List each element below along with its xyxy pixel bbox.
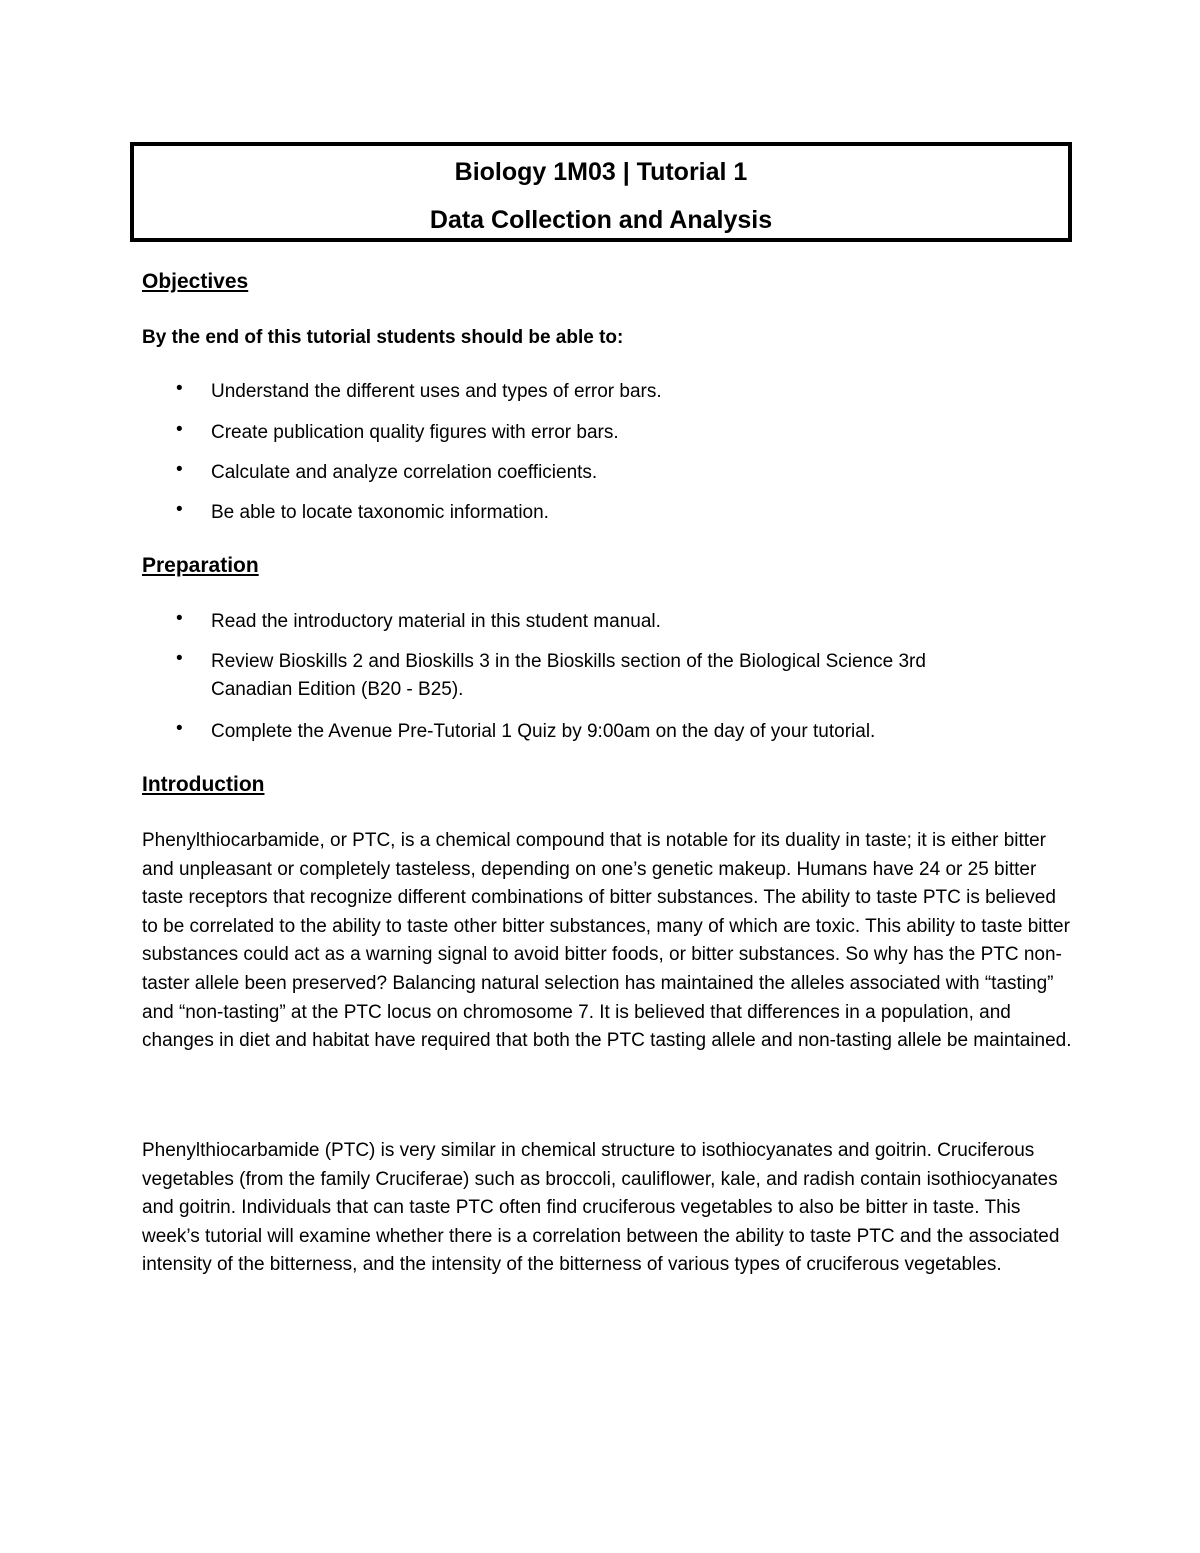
bullet-icon: • — [176, 419, 183, 440]
bullet-icon: • — [176, 648, 183, 669]
bullet-icon: • — [176, 718, 183, 739]
intro-paragraph-2: Phenylthiocarbamide (PTC) is very similar in chemical structure to isothiocyanates and goitrin. Cruciferous vegetables (from the family Cruciferae) such as broccoli, cauliflower, kale, and radish contain isothiocyanates and goitrin. Individuals that can taste PTC often find cruciferous vegetables to also be bitter in taste. This week’s tutorial will examine whether there is a correlation between the ability to taste PTC and the associated intensity of the bitterness, and the intensity of the bitterness of various types of cruciferous vegetables. — [142, 1140, 1060, 1276]
objectives-lead: By the end of this tutorial students should be able to: — [142, 327, 624, 348]
introduction-heading: Introduction — [142, 773, 265, 796]
objectives-heading: Objectives — [142, 270, 249, 293]
title-box — [130, 142, 1072, 242]
bullet-icon: • — [176, 608, 183, 629]
bullet-icon: • — [176, 378, 183, 399]
document-page: Biology 1M03 | Tutorial 1 Data Collection and Analysis Objectives By the end of this tutorial students should be able to: • Understand the different uses and types of error bars. • Create publication quality figures with error bars. • Calculate and analyze correlation coefficients. • Be able to locate taxonomic information. Preparation • Read the introductory material in this student manual. • Review Bioskills 2 and Bioskills 3 in the Bioskills section of the Biological Science 3rd Canadian Edition (B20 - B25). • Complete the Avenue Pre-Tutorial 1 Quiz by 9:00am on the day of your tutorial. Introduction Phenylthiocarbamide, or PTC, is a chemical compound that is notable for its duality in taste; it is either bitter and unpleasant or completely tasteless, depending on one’s genetic makeup. Humans have 24 or 25 bitter taste receptors that recognize different combinations of bitter substances. The ability to taste PTC is believed to be correlated to the ability to taste other bitter substances, many of which are toxic. This ability to taste bitter substances could act as a warning signal to avoid bitter foods, or bitter substances. So why has the PTC non-taster allele been preserved? Balancing natural selection has maintained the alleles associated with “tasting” and “non-tasting” at the PTC locus on chromosome 7. It is believed that differences in a population, and changes in diet and habitat have required that both the PTC tasting allele and non-tasting allele be maintained. Phenylthiocarbamide (PTC) is very similar in chemical structure to isothiocyanates and goitrin. Cruciferous vegetables (from the family Cruciferae) such as broccoli, cauliflower, kale, and radish contain isothiocyanates and goitrin. Individuals that can taste PTC often find cruciferous vegetables to also be bitter in taste. This week’s tutorial will examine whether there is a correlation between the ability to taste PTC and the associated intensity of the bitterness, and the intensity of the bitterness of various types of cruciferous vegetables. — [0, 0, 1200, 1553]
preparation-heading: Preparation — [142, 554, 259, 577]
bullet-icon: • — [176, 499, 183, 520]
bullet-icon: • — [176, 459, 183, 480]
tutorial-title: Data Collection and Analysis — [429, 206, 773, 234]
intro-paragraph-1: Phenylthiocarbamide, or PTC, is a chemical compound that is notable for its duality in taste; it is either bitter and unpleasant or completely tasteless, depending on one’s genetic makeup. Humans have 24 or 25 bitter taste receptors that recognize different combinations of bitter substances. The ability to taste PTC is believed to be correlated to the ability to taste other bitter substances, many of which are toxic. This ability to taste bitter substances could act as a warning signal to avoid bitter foods, or bitter substances. So why has the PTC non-taster allele been preserved? Balancing natural selection has maintained the alleles associated with “tasting” and “non-tasting” at the PTC locus on chromosome 7. It is believed that differences in a population, and changes in diet and habitat have required that both the PTC tasting allele and non-tasting allele be maintained. — [142, 830, 1072, 1052]
course-title: Biology 1M03 | Tutorial 1 — [454, 158, 748, 186]
